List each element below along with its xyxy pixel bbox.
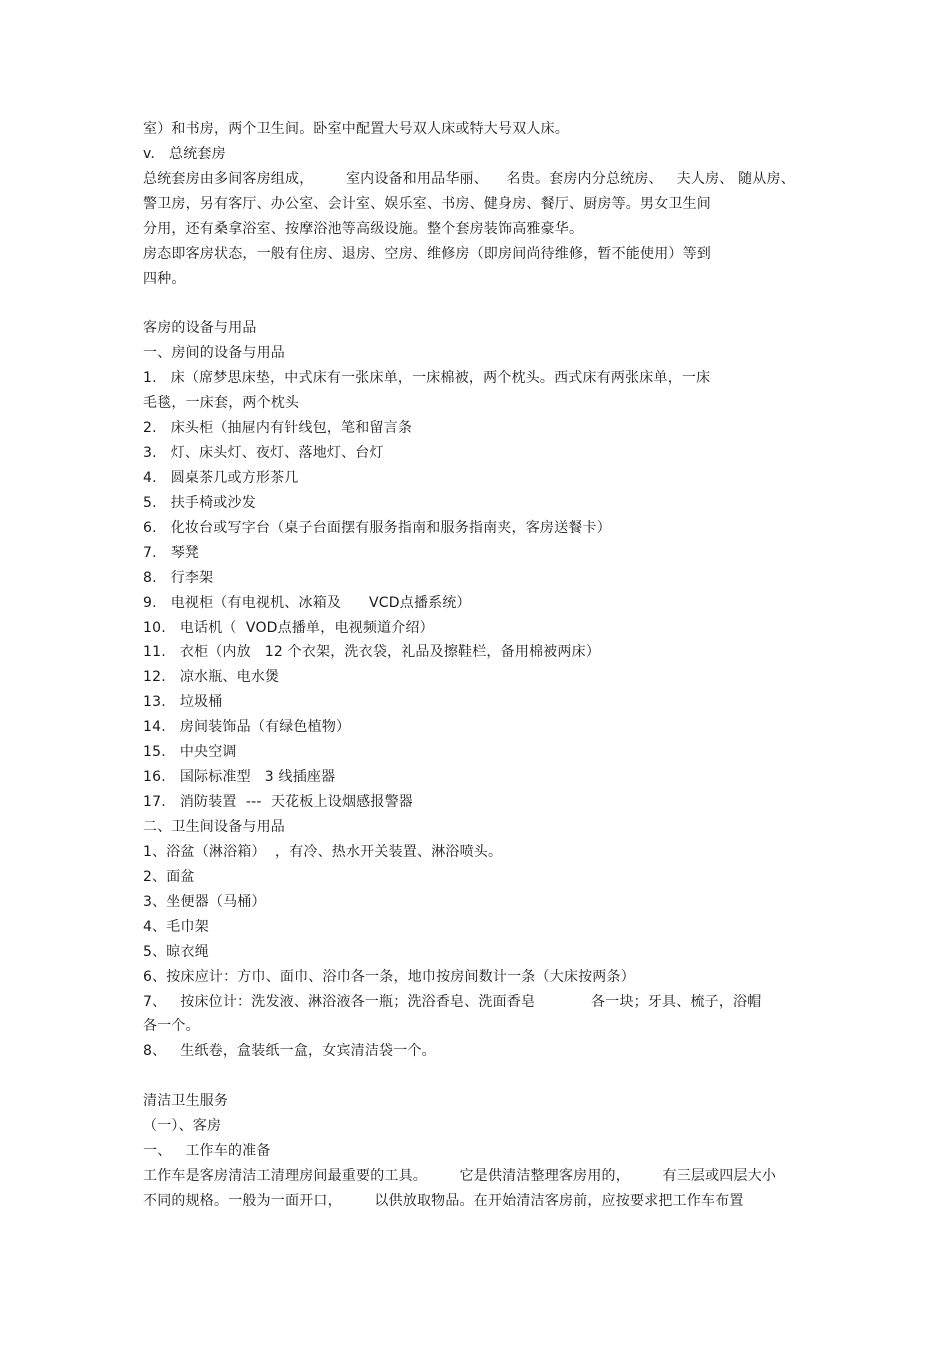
- list-item: 10. 电话机（ VOD点播单，电视频道介绍）: [143, 620, 434, 636]
- list-item: 8. 行李架: [143, 570, 214, 586]
- text-line: 总统套房由多间客房组成， 室内设备和用品华丽、 名贵。套房内分总统房、 夫人房、 随从房、: [143, 171, 795, 187]
- section-heading: （一）、客房: [143, 1118, 222, 1134]
- list-item: 16. 国际标准型 3 线插座器: [143, 769, 336, 785]
- list-item: 1. 床（席梦思床垫，中式床有一张床单，一床棉被，两个枕头。西式床有两张床单，一床: [143, 370, 711, 386]
- list-item: 2、面盆: [143, 869, 195, 885]
- list-item: 8、 生纸卷，盒装纸一盒，女宾清洁袋一个。: [143, 1043, 436, 1059]
- list-item: 14. 房间装饰品（有绿色植物）: [143, 719, 351, 735]
- list-item: 5、晾衣绳: [143, 944, 209, 960]
- text-line: 四种。: [143, 271, 186, 287]
- text-line: 房态即客房状态，一般有住房、退房、空房、维修房（即房间尚待维修，暂不能使用）等到: [143, 246, 711, 262]
- section-heading: v. 总统套房: [143, 146, 226, 162]
- text-line: 分用，还有桑拿浴室、按摩浴池等高级设施。整个套房装饰高雅豪华。: [143, 221, 584, 237]
- section-heading: 一、房间的设备与用品: [143, 345, 285, 361]
- list-item: 12. 凉水瓶、电水煲: [143, 669, 280, 685]
- list-item: 6. 化妆台或写字台（桌子台面摆有服务指南和服务指南夹，客房送餐卡）: [143, 520, 611, 536]
- text-line: 室）和书房，两个卫生间。卧室中配置大号双人床或特大号双人床。: [143, 121, 569, 137]
- list-item: 7、 按床位计：洗发液、淋浴液各一瓶；洗浴香皂、洗面香皂 各一块；牙具、梳子，浴帽: [143, 994, 762, 1010]
- section-heading: 清洁卫生服务: [143, 1093, 229, 1109]
- list-item: 毛毯，一床套，两个枕头: [143, 395, 300, 411]
- list-item: 1、浴盆（淋浴箱） ，有冷、热水开关装置、淋浴喷头。: [143, 844, 503, 860]
- list-item: 13. 垃圾桶: [143, 694, 223, 710]
- list-item: 9. 电视柜（有电视机、冰箱及 VCD点播系统）: [143, 595, 471, 611]
- list-item: 4. 圆桌茶几或方形茶几: [143, 470, 299, 486]
- list-item: 15. 中央空调: [143, 744, 237, 760]
- section-heading: 二、卫生间设备与用品: [143, 819, 285, 835]
- text-line: 警卫房，另有客厅、办公室、会计室、娱乐室、书房、健身房、餐厅、厨房等。男女卫生间: [143, 196, 711, 212]
- text-line: 工作车是客房清洁工清理房间最重要的工具。 它是供清洁整理客房用的， 有三层或四层大小: [143, 1168, 777, 1184]
- text-line: 不同的规格。一般为一面开口， 以供放取物品。在开始清洁客房前，应按要求把工作车布置: [143, 1193, 744, 1209]
- list-item: 11. 衣柜（内放 12 个衣架，洗衣袋，礼品及擦鞋栏，备用棉被两床）: [143, 644, 601, 660]
- list-item: 17. 消防装置 --- 天花板上设烟感报警器: [143, 794, 413, 810]
- section-heading: 客房的设备与用品: [143, 320, 257, 336]
- list-item: 3、坐便器（马桶）: [143, 894, 266, 910]
- list-item: 5. 扶手椅或沙发: [143, 495, 256, 511]
- list-item: 4、毛巾架: [143, 919, 209, 935]
- list-item: 7. 琴凳: [143, 545, 200, 561]
- list-item: 3. 灯、床头灯、夜灯、落地灯、台灯: [143, 445, 384, 461]
- list-item: 2. 床头柜（抽屉内有针线包，笔和留言条: [143, 420, 413, 436]
- section-heading: 一、 工作车的准备: [143, 1143, 271, 1159]
- list-item: 各一个。: [143, 1018, 200, 1034]
- list-item: 6、按床应计：方巾、面巾、浴巾各一条，地巾按房间数计一条（大床按两条）: [143, 969, 635, 985]
